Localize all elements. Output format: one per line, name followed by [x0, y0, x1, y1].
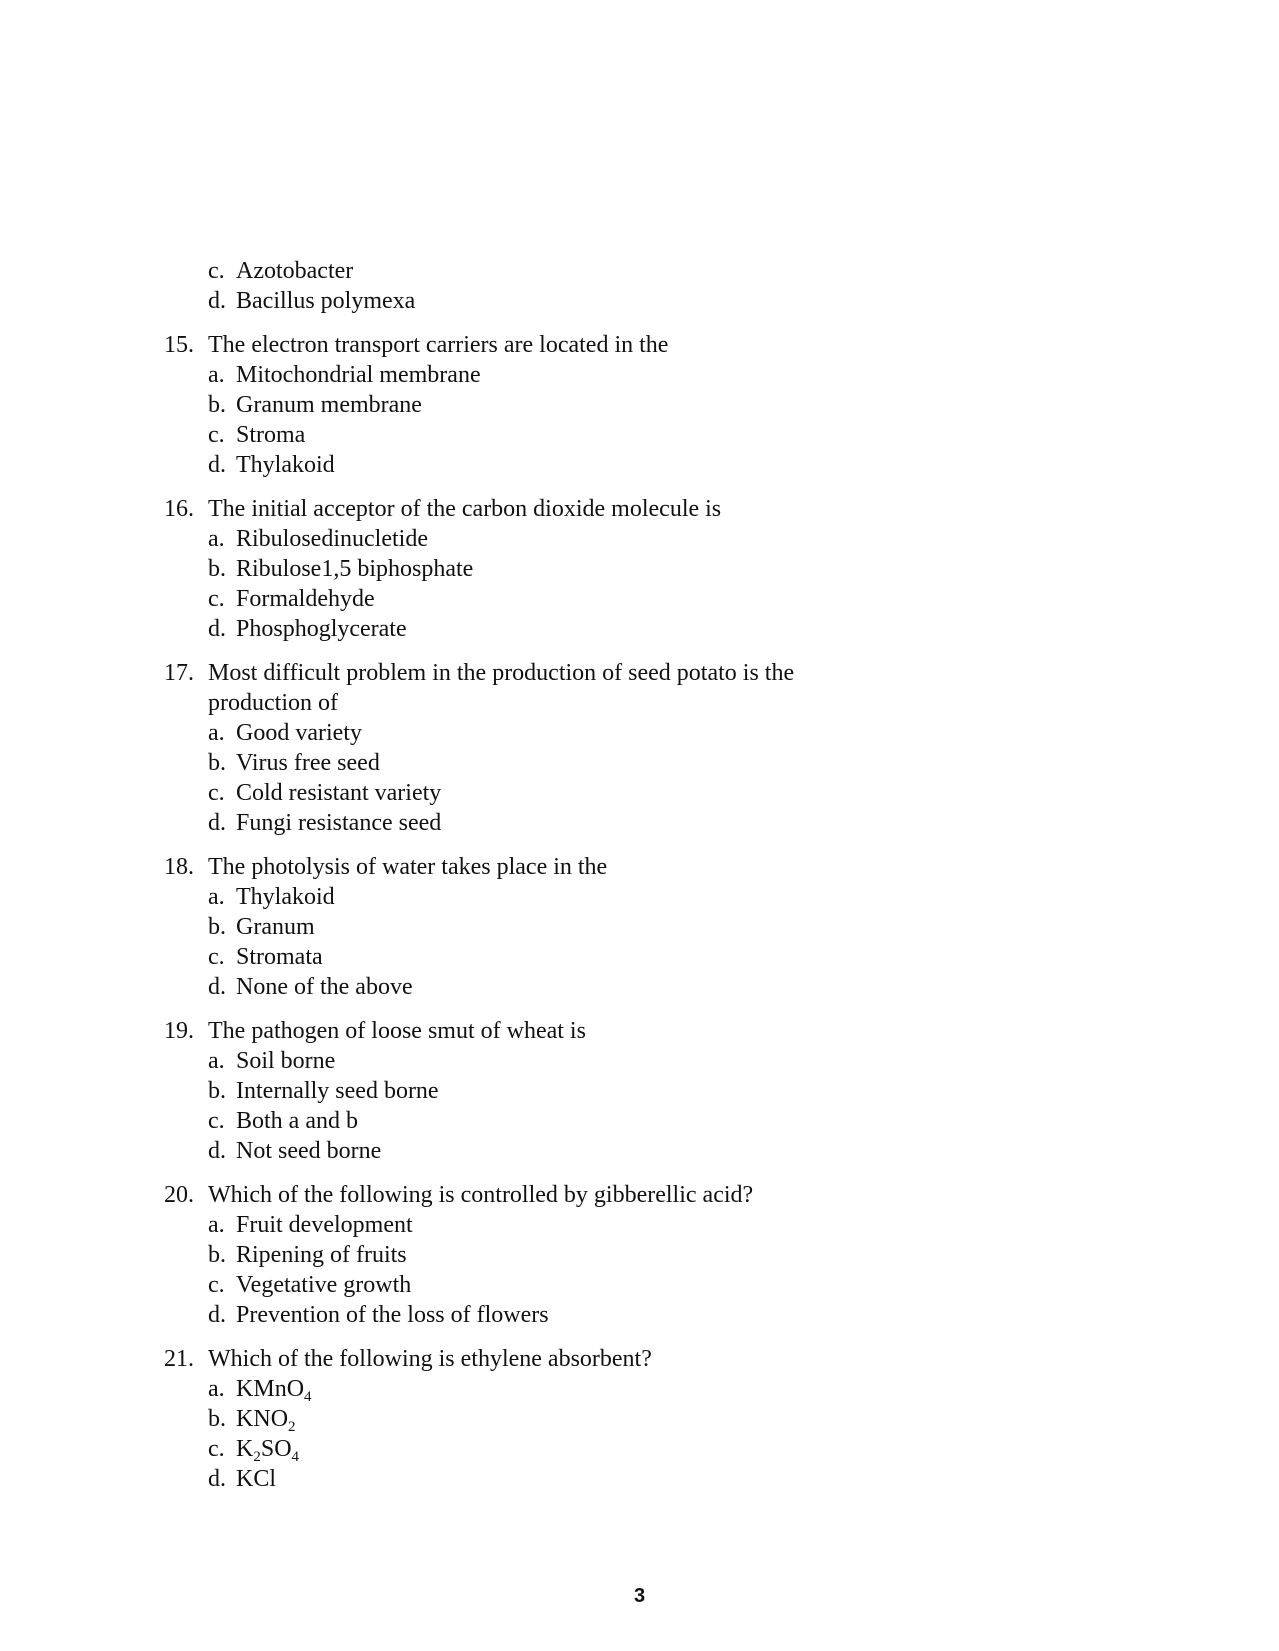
question-20 [164, 1180, 1064, 1330]
option-text: Stroma [236, 422, 306, 448]
question-18 [164, 852, 1064, 1002]
option-letter: b. [208, 1242, 226, 1268]
option-text: $KNO_2$ [236, 1406, 296, 1435]
question-text: Which of the following is controlled by gibberellic acid? [208, 1182, 754, 1208]
option-text: Not seed borne [236, 1138, 382, 1164]
option-item [208, 420, 1064, 450]
question-text: The photolysis of water takes place in the [208, 854, 608, 880]
option-item [208, 1434, 1064, 1464]
option-item [208, 614, 1064, 644]
option-letter: b. [208, 914, 226, 940]
option-item [208, 450, 1064, 480]
question-number: 17. [164, 660, 194, 686]
option-letter: d. [208, 974, 226, 1000]
option-text: Virus free seed [236, 750, 380, 776]
question-number: 15. [164, 332, 194, 358]
option-text: Internally seed borne [236, 1078, 439, 1104]
option-item [208, 584, 1064, 614]
option-text: Phosphoglycerate [236, 616, 407, 642]
option-item [208, 778, 1064, 808]
option-item [208, 1404, 1064, 1434]
option-letter: d. [208, 452, 226, 478]
option-letter: d. [208, 1138, 226, 1164]
option-item [208, 524, 1064, 554]
option-letter: c. [208, 586, 225, 612]
option-letter: b. [208, 750, 226, 776]
option-text: Mitochondrial membrane [236, 362, 481, 388]
question-number: 16. [164, 496, 194, 522]
question-number: 18. [164, 854, 194, 880]
option-letter: d. [208, 288, 226, 314]
option-letter: d. [208, 1302, 226, 1328]
option-text: Soil borne [236, 1048, 336, 1074]
option-letter: d. [208, 810, 226, 836]
option-letter: b. [208, 556, 226, 582]
option-item [208, 1136, 1064, 1166]
option-item [208, 1374, 1064, 1404]
option-text: Both a and b [236, 1108, 358, 1134]
option-text: KMnO$_4$ [236, 1376, 312, 1405]
option-item [208, 390, 1064, 420]
option-text: Fungi resistance seed [236, 810, 442, 836]
option-letter: c. [208, 422, 225, 448]
option-item [208, 1270, 1064, 1300]
option-letter: c. [208, 1108, 225, 1134]
option-letter: b. [208, 392, 226, 418]
option-item [208, 1240, 1064, 1270]
page-number: 3 [633, 1585, 646, 1607]
question-number: 19. [164, 1018, 194, 1044]
option-item [208, 748, 1064, 778]
option-letter: b. [208, 1406, 226, 1432]
option-letter: a. [208, 1376, 225, 1402]
option-text: Formaldehyde [236, 586, 375, 612]
option-letter: a. [208, 720, 225, 746]
option-text: KCl [236, 1466, 277, 1492]
question-text: Which of the following is ethylene absorbent? [208, 1346, 652, 1372]
option-text: Azotobacter [236, 258, 354, 284]
option-item [208, 972, 1064, 1002]
question-text: The electron transport carriers are located in the [208, 332, 669, 358]
option-text: Ribulosedinucletide [236, 526, 428, 552]
option-item [208, 554, 1064, 584]
question-text: Most difficult problem in the production of seed potato is the production of [208, 660, 795, 716]
option-item [208, 286, 1064, 316]
option-text: Fruit development [236, 1212, 413, 1238]
option-text: Stromata [236, 944, 323, 970]
option-letter: a. [208, 1048, 225, 1074]
carryover-options [164, 256, 1064, 316]
question-19 [164, 1016, 1064, 1166]
question-17 [164, 658, 1064, 838]
option-letter: d. [208, 1466, 226, 1492]
question-text: The pathogen of loose smut of wheat is [208, 1018, 586, 1044]
option-text: Granum [236, 914, 315, 940]
option-letter: a. [208, 884, 225, 910]
option-text: Good variety [236, 720, 362, 746]
option-text: Granum membrane [236, 392, 422, 418]
option-item [208, 942, 1064, 972]
option-text: Bacillus polymexa [236, 288, 416, 314]
option-item [208, 1046, 1064, 1076]
option-item [208, 718, 1064, 748]
option-text: Thylakoid [236, 884, 335, 910]
option-item [208, 1300, 1064, 1330]
option-text: None of the above [236, 974, 413, 1000]
option-letter: d. [208, 616, 226, 642]
question-number: 21. [164, 1346, 194, 1372]
question-15 [164, 330, 1064, 480]
option-item [208, 1076, 1064, 1106]
option-item [208, 360, 1064, 390]
question-list [164, 256, 1064, 1494]
option-text: Cold resistant variety [236, 780, 442, 806]
option-letter: c. [208, 1272, 225, 1298]
question-text: The initial acceptor of the carbon dioxide molecule is [208, 496, 722, 522]
option-letter: c. [208, 944, 225, 970]
question-number: 20. [164, 1182, 194, 1208]
option-text: Thylakoid [236, 452, 335, 478]
option-item [208, 1464, 1064, 1494]
option-text: $K_2SO_4$ [236, 1436, 300, 1465]
option-text: Vegetative growth [236, 1272, 412, 1298]
option-item [208, 1106, 1064, 1136]
option-letter: c. [208, 1436, 225, 1462]
option-item [208, 256, 1064, 286]
option-letter: c. [208, 780, 225, 806]
option-letter: c. [208, 258, 225, 284]
option-item [208, 912, 1064, 942]
option-letter: a. [208, 362, 225, 388]
option-text: Prevention of the loss of flowers [236, 1302, 549, 1328]
option-text: Ribulose1,5 biphosphate [236, 556, 474, 582]
question-21 [164, 1344, 1064, 1494]
option-letter: a. [208, 526, 225, 552]
option-letter: b. [208, 1078, 226, 1104]
option-text: Ripening of fruits [236, 1242, 407, 1268]
option-letter: a. [208, 1212, 225, 1238]
question-16 [164, 494, 1064, 644]
option-item [208, 808, 1064, 838]
option-item [208, 882, 1064, 912]
option-item [208, 1210, 1064, 1240]
